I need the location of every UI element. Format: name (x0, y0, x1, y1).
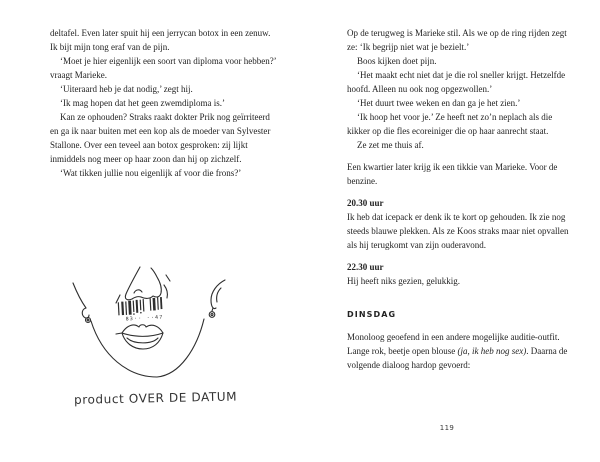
paragraph-segment: Monoloog geoefend in een andere mogelijke auditie-outfit. Lange rok, beetje open blouse (347, 332, 560, 356)
paragraph: ‘Het duurt twee weken en dan ga je het zien.’ (357, 98, 521, 108)
paragraph: ‘Het maakt echt niet dat je die rol sneller krijgt. Hetzelfde hoofd. Alleen nu ook nog opgezwollen.’ (347, 70, 566, 94)
paragraph: Op de terugweg is Marieke stil. Als we op de ring rijden zegt ze: ‘Ik begrijp niet wat je bezielt.’ (347, 28, 567, 52)
paragraph-segment-italic: (ja, ik heb nog sex) (457, 346, 527, 356)
paragraph: deltafel. Even later spuit hij een jerrycan botox in een zenuw. Ik bijt mijn tong eraf van de pijn. (50, 28, 271, 52)
nose-sketch (116, 267, 170, 303)
barcode-digits: 83·· ··47 (125, 314, 164, 323)
left-page-text (50, 26, 280, 180)
paragraph: ‘Uiteraard heb je dat nodig,’ zegt hij. (60, 84, 193, 94)
page-number: 119 (439, 424, 455, 432)
paragraph (347, 330, 577, 372)
left-ear-sketch (73, 283, 91, 323)
time-heading: 20.30 uur (347, 198, 384, 208)
paragraph: Een kwartier later krijg ik een tikkie van Marieke. Voor de benzine. (347, 162, 558, 186)
illustration-caption: product OVER DE DATUM (73, 389, 238, 407)
jaw-sketch (91, 319, 204, 377)
paragraph: ‘Moet je hier eigenlijk een soort van diploma voor hebben?’ vraagt Marieke. (50, 56, 277, 80)
paragraph: Kan ze ophouden? Straks raakt dokter Prik nog geïrriteerd en ga ik naar buiten met een kop als de moeder van Sylvester Stallone. Over een teveel aan botox gesproken: zij lijkt inmiddels nog meer op haar zoon dan hij op zichzelf. (50, 112, 271, 164)
face-barcode-illustration (60, 252, 240, 394)
paragraph: ‘Wat tikken jullie nou eigenlijk af voor die frons?’ (60, 168, 242, 178)
paragraph: Hij heeft niks gezien, gelukkig. (347, 276, 460, 286)
day-heading: DINSDAG (347, 310, 397, 319)
time-heading: 22.30 uur (347, 262, 384, 272)
barcode-mustache (118, 297, 164, 323)
paragraph-segment: . Daarna de volgende dialoog hardop gevoerd: (347, 346, 568, 370)
paragraph: Ik heb dat icepack er denk ik te kort op gehouden. Ik zie nog steeds blauwe plekken. Als ze Koos straks maar niet opvallen als hij terugkomt van zijn ouderavond. (347, 212, 569, 250)
paragraph: ‘Ik mag hopen dat het geen zwemdiploma is.’ (60, 98, 225, 108)
paragraph: Ze zet me thuis af. (357, 140, 424, 150)
right-page-text (347, 26, 577, 372)
right-ear-sketch (209, 280, 225, 317)
lips-sketch (116, 325, 163, 349)
paragraph: Boos kijken doet pijn. (357, 56, 437, 66)
paragraph: ‘Ik hoop het voor je.’ Ze heeft net zo’n neplach als die kikker op die fles ecoreiniger die op haar aanrecht staat. (347, 112, 553, 136)
